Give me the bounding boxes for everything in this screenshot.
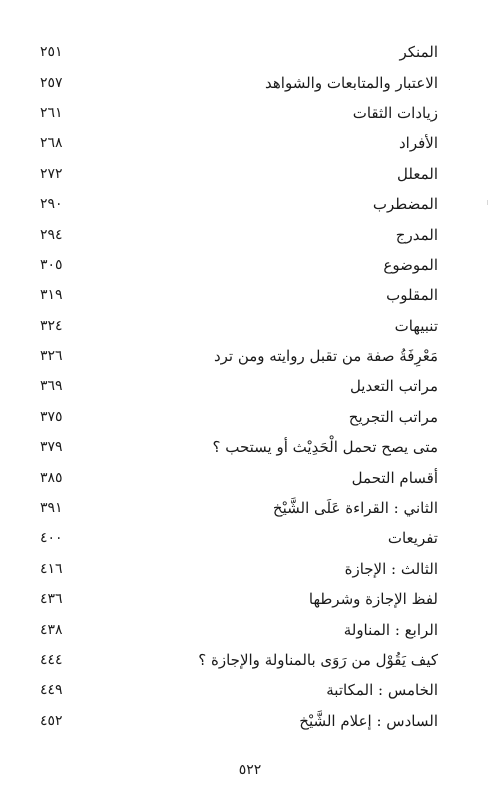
toc-page-number: ٢٩٤	[40, 226, 63, 243]
toc-page-number: ٤٤٤	[40, 652, 63, 668]
toc-page-number: ٣٨٥	[40, 469, 63, 486]
toc-title: الخامس : المكاتبة	[326, 681, 438, 700]
toc-row	[40, 675, 438, 705]
toc-page-number: ٣٢٤	[40, 317, 63, 334]
toc-page-number: ٣٢٦	[40, 348, 63, 365]
toc-title: المقلوب	[386, 286, 438, 305]
toc-page-number: ٤٥٢	[40, 712, 63, 729]
toc-title: تنبيهات	[394, 316, 438, 335]
toc-title: مراتب التجريح	[348, 407, 438, 426]
toc-title: الأفراد	[398, 134, 438, 153]
toc-page-number: ٢٧٢	[40, 165, 63, 182]
page-footer-number: ٥٢٢	[238, 762, 262, 778]
toc-row	[40, 250, 438, 280]
toc-row	[40, 706, 438, 736]
toc-row	[40, 402, 438, 432]
toc-page-number: ٣٠٥	[40, 256, 63, 273]
toc-row	[40, 371, 438, 401]
toc-row	[40, 554, 438, 584]
toc-page-number: ٢٩٠	[40, 196, 63, 213]
toc-page-number: ٢٥١	[40, 44, 63, 61]
toc-title: الثاني : القراءة عَلَى الشَّيْخ	[272, 499, 438, 518]
toc-title: لفظ الإجازة وشرطها	[308, 590, 438, 609]
toc-title: أقسام التحمل	[351, 468, 438, 487]
toc-row	[40, 159, 438, 189]
margin-mark	[487, 200, 488, 205]
toc-title: المدرج	[395, 225, 438, 244]
toc-page-number: ٢٦٨	[40, 135, 63, 152]
toc-page-number: ٢٦١	[40, 104, 63, 121]
toc-title: مَعْرِفَةُ صفة من تقبل روايته ومن ترد	[213, 347, 438, 366]
toc-row	[40, 189, 438, 219]
toc-row	[40, 280, 438, 310]
toc-title: تفريعات	[387, 529, 438, 548]
toc-row	[40, 67, 438, 97]
toc-page-number: ٢٥٧	[40, 74, 63, 91]
toc-row	[40, 584, 438, 614]
toc-title: الاعتبار والمتابعات والشواهد	[265, 73, 438, 92]
toc-row	[40, 341, 438, 371]
toc-row	[40, 493, 438, 523]
toc-title: المعلل	[397, 164, 438, 183]
toc-page-number: ٤٣٦	[40, 591, 63, 608]
toc-page-number: ٤٠٠	[40, 530, 63, 547]
table-of-contents	[40, 37, 438, 736]
toc-title: المنكر	[399, 43, 438, 62]
toc-page-number: ٤٤٩	[40, 682, 63, 699]
toc-row	[40, 37, 438, 67]
toc-page-number: ٣٦٩	[40, 378, 63, 395]
toc-row	[40, 614, 438, 644]
toc-row	[40, 462, 438, 492]
toc-row	[40, 128, 438, 158]
toc-page-number: ٣٧٩	[40, 439, 63, 456]
toc-title: الموضوع	[383, 255, 438, 274]
toc-row	[40, 219, 438, 249]
toc-title: السادس : إعلام الشَّيْخ	[299, 711, 438, 730]
toc-page-number: ٣٧٥	[40, 408, 63, 425]
toc-title: كيف يَقُوْل من رَوَى بالمناولة والإجازة ؟	[198, 651, 438, 669]
toc-page-number: ٣٩١	[40, 500, 63, 517]
toc-row	[40, 645, 438, 675]
toc-page-number: ٤١٦	[40, 560, 63, 577]
toc-row	[40, 432, 438, 462]
toc-title: الثالث : الإجازة	[344, 559, 438, 578]
toc-title: الرابع : المناولة	[343, 620, 438, 639]
toc-title: متى يصح تحمل الْحَدِيْث أو يستحب ؟	[212, 438, 438, 457]
toc-title: زيادات الثقات	[352, 103, 438, 122]
toc-page-number: ٣١٩	[40, 287, 63, 304]
toc-row	[40, 311, 438, 341]
toc-row	[40, 523, 438, 553]
toc-page-number: ٤٣٨	[40, 621, 63, 638]
toc-title: مراتب التعديل	[349, 377, 438, 396]
toc-row	[40, 98, 438, 128]
toc-title: المضطرب	[372, 195, 438, 214]
